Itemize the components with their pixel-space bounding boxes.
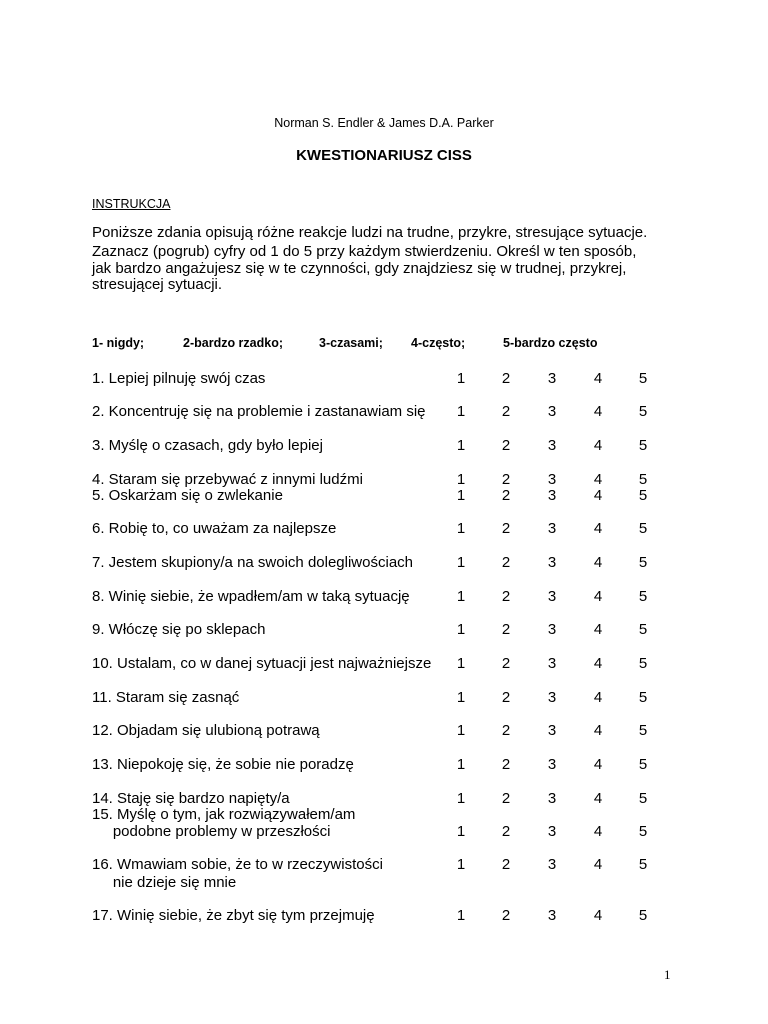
answer-option-4[interactable]: 4 (593, 487, 603, 504)
scale-legend-2: 2-bardzo rzadko; (183, 336, 284, 350)
answer-option-5[interactable]: 5 (638, 689, 648, 706)
answer-option-3[interactable]: 3 (547, 823, 557, 840)
answer-option-3[interactable]: 3 (547, 471, 557, 488)
answer-option-1[interactable]: 1 (456, 856, 466, 873)
item-text: 1. Lepiej pilnuję swój czas (92, 370, 266, 387)
answer-option-2[interactable]: 2 (501, 471, 511, 488)
answer-option-5[interactable]: 5 (638, 907, 648, 924)
answer-option-5[interactable]: 5 (638, 520, 648, 537)
answer-option-3[interactable]: 3 (547, 437, 557, 454)
instruction-line: stresującej sytuacji. (92, 276, 223, 293)
answer-option-4[interactable]: 4 (593, 588, 603, 605)
answer-option-2[interactable]: 2 (501, 370, 511, 387)
item-text: 15. Myślę o tym, jak rozwiązywałem/am (92, 806, 356, 823)
answer-option-5[interactable]: 5 (638, 655, 648, 672)
answer-option-1[interactable]: 1 (456, 655, 466, 672)
answer-option-1[interactable]: 1 (456, 588, 466, 605)
answer-option-1[interactable]: 1 (456, 554, 466, 571)
item-text: 12. Objadam się ulubioną potrawą (92, 722, 320, 739)
item-text: 17. Winię siebie, że zbyt się tym przejmuję (92, 907, 375, 924)
scale-legend-5: 5-bardzo często (503, 336, 598, 350)
answer-option-2[interactable]: 2 (501, 790, 511, 807)
item-text: 2. Koncentruję się na problemie i zastanawiam się (92, 403, 426, 420)
answer-option-1[interactable]: 1 (456, 621, 466, 638)
answer-option-1[interactable]: 1 (456, 907, 466, 924)
answer-option-1[interactable]: 1 (456, 370, 466, 387)
answer-option-3[interactable]: 3 (547, 520, 557, 537)
answer-option-4[interactable]: 4 (593, 370, 603, 387)
item-text: 8. Winię siebie, że wpadłem/am w taką sytuację (92, 588, 410, 605)
answer-option-3[interactable]: 3 (547, 370, 557, 387)
answer-option-1[interactable]: 1 (456, 520, 466, 537)
answer-option-5[interactable]: 5 (638, 487, 648, 504)
answer-option-2[interactable]: 2 (501, 487, 511, 504)
instructions-heading: INSTRUKCJA (92, 197, 171, 211)
answer-option-5[interactable]: 5 (638, 370, 648, 387)
answer-option-1[interactable]: 1 (456, 790, 466, 807)
answer-option-5[interactable]: 5 (638, 722, 648, 739)
answer-option-4[interactable]: 4 (593, 554, 603, 571)
answer-option-2[interactable]: 2 (501, 756, 511, 773)
answer-option-3[interactable]: 3 (547, 621, 557, 638)
answer-option-4[interactable]: 4 (593, 856, 603, 873)
answer-option-2[interactable]: 2 (501, 722, 511, 739)
answer-option-4[interactable]: 4 (593, 520, 603, 537)
answer-option-5[interactable]: 5 (638, 856, 648, 873)
answer-option-4[interactable]: 4 (593, 790, 603, 807)
answer-option-5[interactable]: 5 (638, 790, 648, 807)
answer-option-2[interactable]: 2 (501, 907, 511, 924)
answer-option-5[interactable]: 5 (638, 554, 648, 571)
item-text: 5. Oskarżam się o zwlekanie (92, 487, 283, 504)
item-text: podobne problemy w przeszłości (92, 823, 331, 840)
item-text: 14. Staję się bardzo napięty/a (92, 790, 290, 807)
answer-option-3[interactable]: 3 (547, 403, 557, 420)
answer-option-2[interactable]: 2 (501, 621, 511, 638)
item-text: 9. Włóczę się po sklepach (92, 621, 266, 638)
answer-option-1[interactable]: 1 (456, 471, 466, 488)
answer-option-3[interactable]: 3 (547, 655, 557, 672)
answer-option-1[interactable]: 1 (456, 437, 466, 454)
answer-option-5[interactable]: 5 (638, 756, 648, 773)
answer-option-3[interactable]: 3 (547, 487, 557, 504)
answer-option-2[interactable]: 2 (501, 689, 511, 706)
scale-legend-4: 4-często; (411, 336, 466, 350)
answer-option-4[interactable]: 4 (593, 655, 603, 672)
item-text: 11. Staram się zasnąć (92, 689, 240, 706)
answer-option-4[interactable]: 4 (593, 621, 603, 638)
answer-option-4[interactable]: 4 (593, 689, 603, 706)
scale-legend-1: 1- nigdy; (92, 336, 145, 350)
answer-option-4[interactable]: 4 (593, 907, 603, 924)
answer-option-4[interactable]: 4 (593, 722, 603, 739)
answer-option-3[interactable]: 3 (547, 790, 557, 807)
answer-option-5[interactable]: 5 (638, 403, 648, 420)
answer-option-3[interactable]: 3 (547, 588, 557, 605)
answer-option-2[interactable]: 2 (501, 437, 511, 454)
page-number: 1 (664, 967, 671, 982)
instruction-line: Poniższe zdania opisują różne reakcje ludzi na trudne, przykre, stresujące sytuacje. (92, 224, 648, 241)
item-text: 10. Ustalam, co w danej sytuacji jest najważniejsze (92, 655, 432, 672)
answer-option-3[interactable]: 3 (547, 856, 557, 873)
answer-option-4[interactable]: 4 (593, 756, 603, 773)
answer-option-1[interactable]: 1 (456, 689, 466, 706)
answer-option-3[interactable]: 3 (547, 756, 557, 773)
authors-line: Norman S. Endler & James D.A. Parker (274, 116, 494, 130)
answer-option-2[interactable]: 2 (501, 554, 511, 571)
answer-option-2[interactable]: 2 (501, 655, 511, 672)
answer-option-2[interactable]: 2 (501, 823, 511, 840)
answer-option-4[interactable]: 4 (593, 823, 603, 840)
instruction-line: Zaznacz (pogrub) cyfry od 1 do 5 przy każdym stwierdzeniu. Określ w ten sposób, (92, 243, 637, 260)
item-text: 4. Staram się przebywać z innymi ludźmi (92, 471, 363, 488)
answer-option-5[interactable]: 5 (638, 437, 648, 454)
item-text: 7. Jestem skupiony/a na swoich dolegliwościach (92, 554, 413, 571)
answer-option-2[interactable]: 2 (501, 403, 511, 420)
scale-legend-3: 3-czasami; (319, 336, 383, 350)
answer-option-1[interactable]: 1 (456, 756, 466, 773)
item-text: nie dzieje się mnie (92, 874, 237, 891)
answer-option-2[interactable]: 2 (501, 520, 511, 537)
answer-option-1[interactable]: 1 (456, 403, 466, 420)
answer-option-1[interactable]: 1 (456, 722, 466, 739)
document-title: KWESTIONARIUSZ CISS (296, 147, 472, 164)
answer-option-3[interactable]: 3 (547, 554, 557, 571)
answer-option-3[interactable]: 3 (547, 689, 557, 706)
answer-option-2[interactable]: 2 (501, 588, 511, 605)
answer-option-5[interactable]: 5 (638, 823, 648, 840)
answer-option-5[interactable]: 5 (638, 471, 648, 488)
item-text: 3. Myślę o czasach, gdy było lepiej (92, 437, 323, 454)
item-text: 16. Wmawiam sobie, że to w rzeczywistości (92, 856, 383, 873)
answer-option-4[interactable]: 4 (593, 403, 603, 420)
answer-option-1[interactable]: 1 (456, 487, 466, 504)
answer-option-4[interactable]: 4 (593, 471, 603, 488)
answer-option-3[interactable]: 3 (547, 907, 557, 924)
item-text: 13. Niepokoję się, że sobie nie poradzę (92, 756, 354, 773)
answer-option-5[interactable]: 5 (638, 621, 648, 638)
answer-option-5[interactable]: 5 (638, 588, 648, 605)
item-text: 6. Robię to, co uważam za najlepsze (92, 520, 337, 537)
answer-option-2[interactable]: 2 (501, 856, 511, 873)
answer-option-4[interactable]: 4 (593, 437, 603, 454)
answer-option-1[interactable]: 1 (456, 823, 466, 840)
answer-option-3[interactable]: 3 (547, 722, 557, 739)
instruction-line: jak bardzo angażujesz się w te czynności, gdy znajdziesz się w trudnej, przykrej, (92, 260, 627, 277)
